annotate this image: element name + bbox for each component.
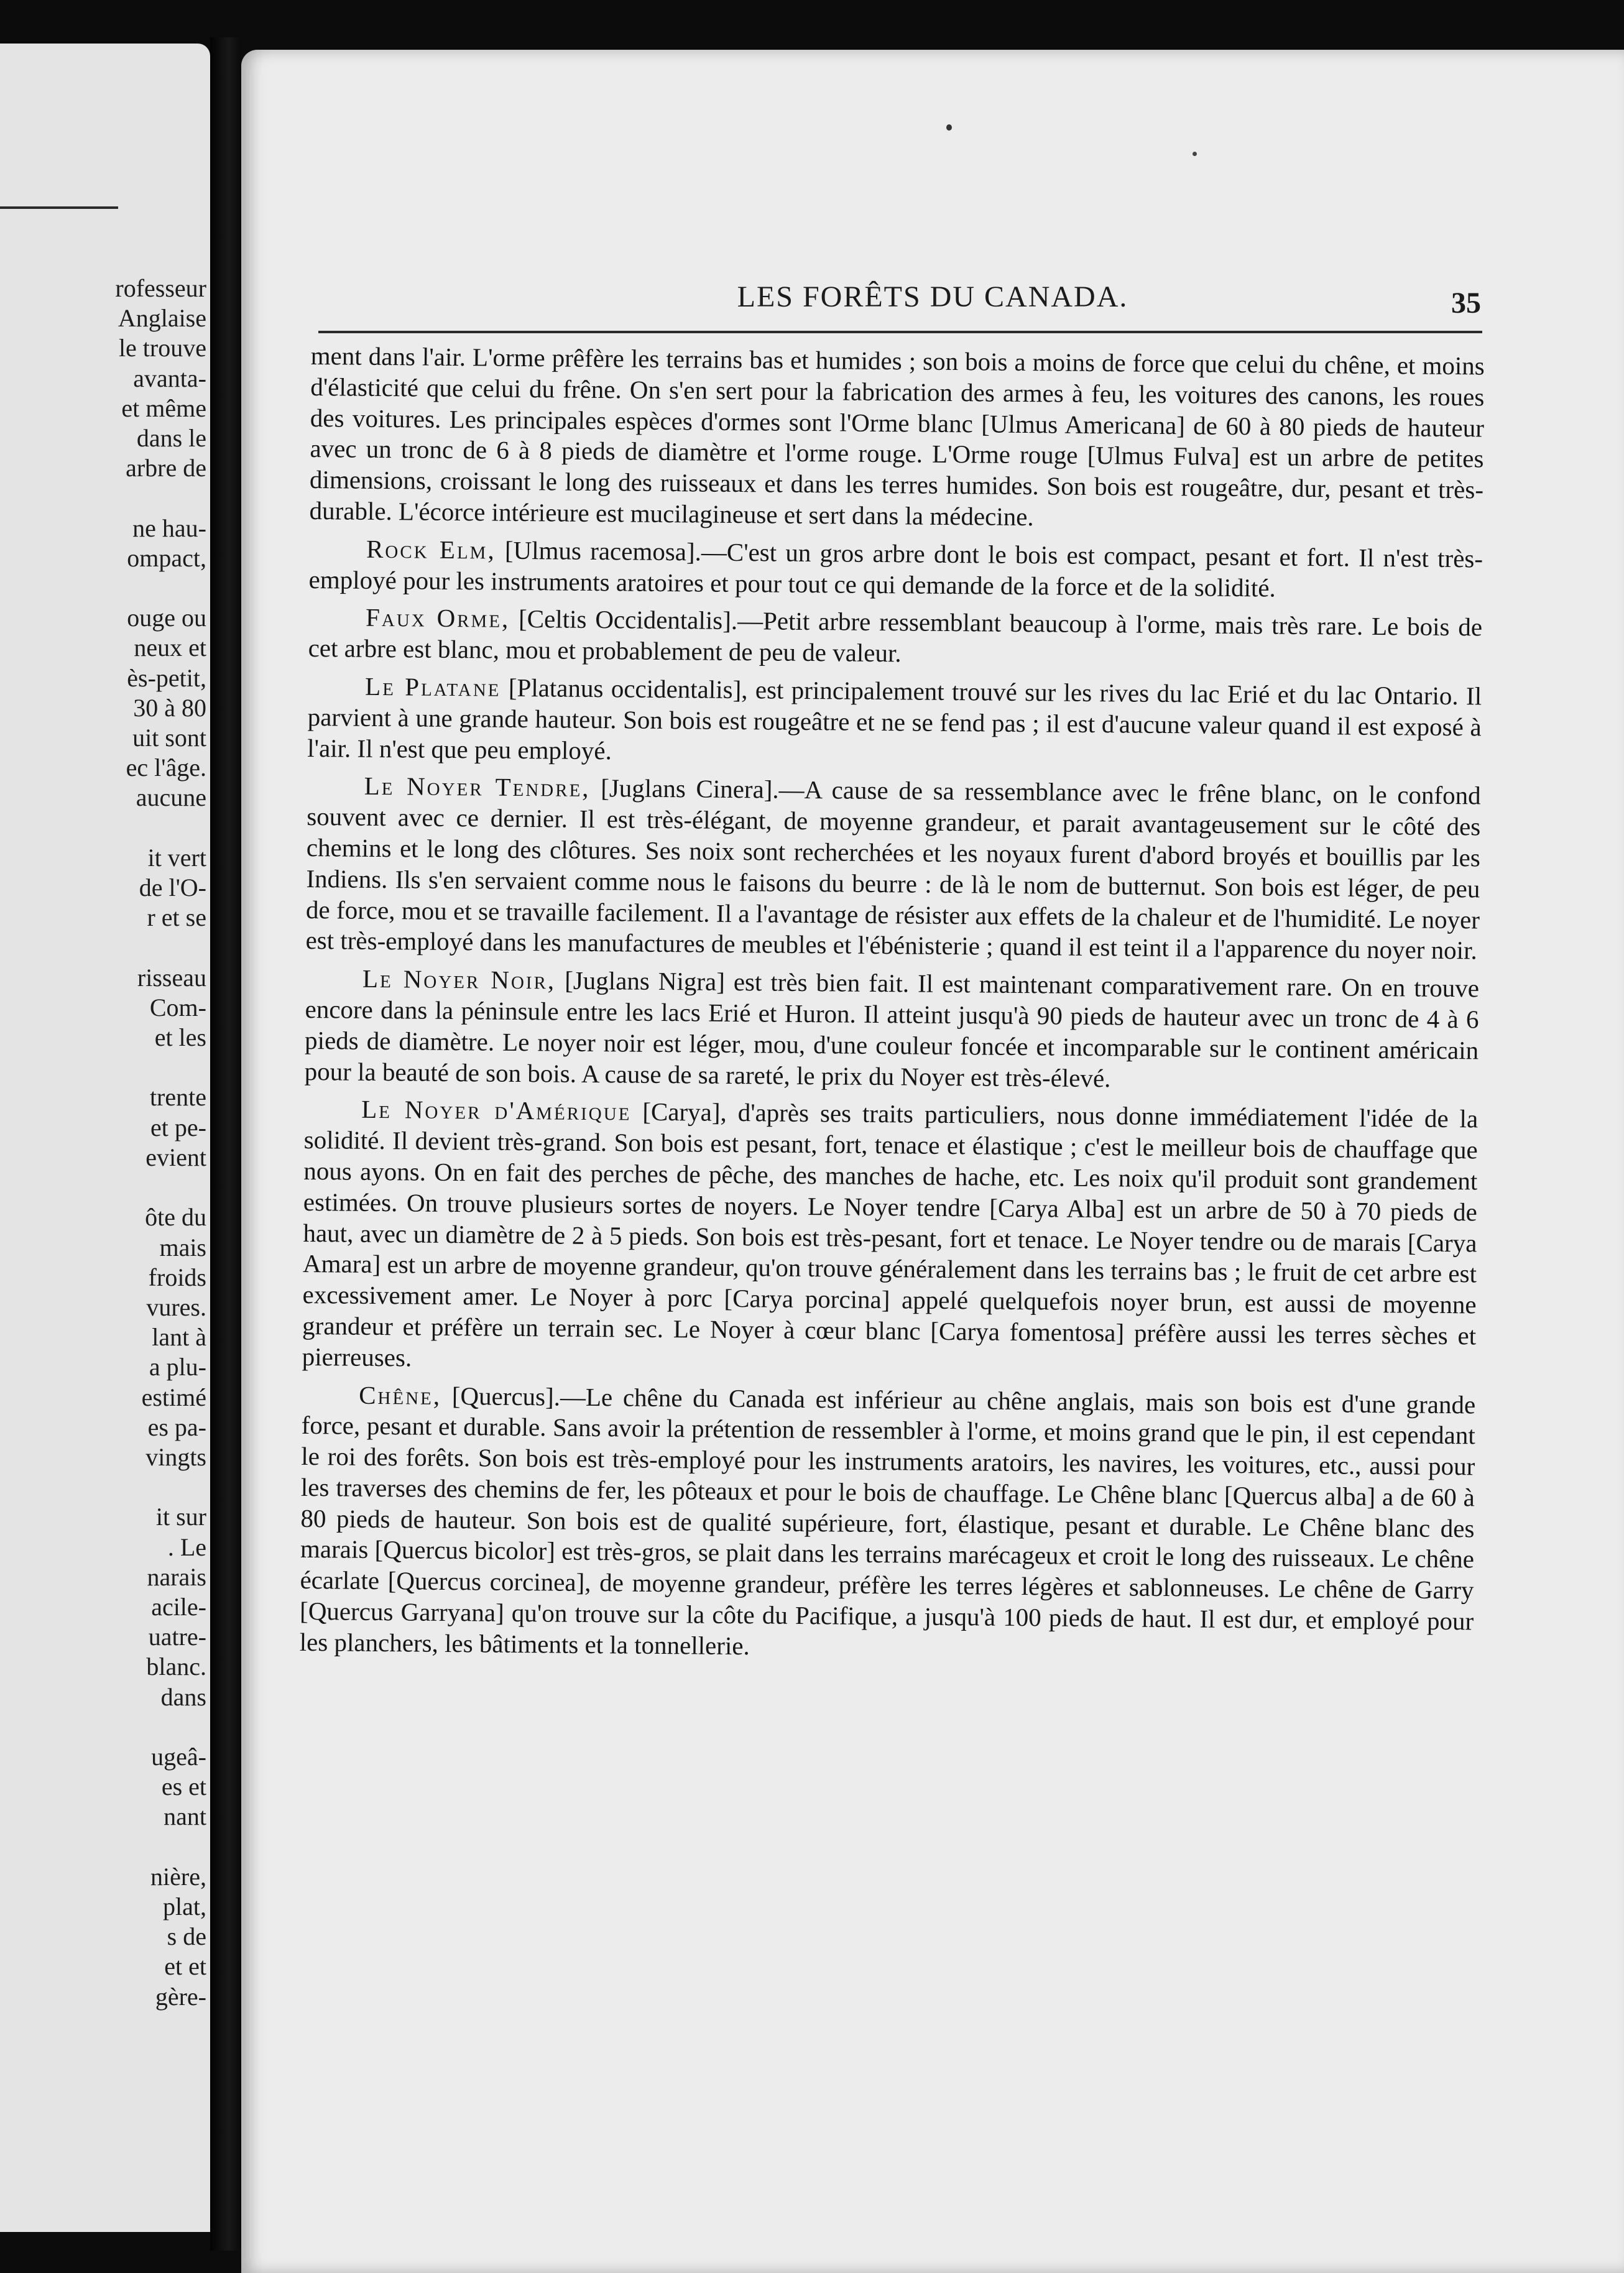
left-page-line: et même <box>121 394 206 422</box>
left-page-line: ugeâ- <box>151 1742 206 1771</box>
entry-heading: Le Platane <box>364 671 501 702</box>
paragraph-chene <box>300 1379 1476 1668</box>
left-page-rule <box>0 206 118 209</box>
left-page-line: et et <box>164 1952 206 1981</box>
left-page-line: trente <box>149 1083 206 1112</box>
left-page-line: aucune <box>136 783 206 812</box>
paper-speck <box>1193 152 1197 156</box>
paragraph-text: [Ulmus racemosa].—C'est un gros arbre dont le bois est compact, pesant et fort. Il n'est très-employé pour les instruments aratoires et pour tout ce qui demande de la force et de la solidité. <box>308 535 1483 602</box>
left-page-line: et les <box>154 1023 206 1052</box>
left-page-line: gère- <box>155 1982 206 2011</box>
left-page-line <box>1 573 206 603</box>
left-page-line: acile- <box>151 1592 206 1621</box>
paragraph-noyer-amerique <box>302 1094 1479 1383</box>
left-page-line: it sur <box>155 1503 206 1531</box>
left-page-line: ec l'âge. <box>126 754 206 782</box>
left-page-line <box>1 1053 206 1082</box>
paragraph-rock-elm <box>308 533 1483 606</box>
left-page-line <box>1 1712 206 1742</box>
left-page-line: nière, <box>150 1862 206 1891</box>
left-page-line <box>1 1173 206 1202</box>
left-page-line: neux et <box>134 634 206 662</box>
left-page-line: vingts <box>145 1442 206 1471</box>
entry-heading: Rock Elm, <box>366 534 496 565</box>
left-page-line: uatre- <box>148 1623 206 1651</box>
page-number: 35 <box>1451 287 1481 320</box>
left-page-line <box>1 933 206 962</box>
left-page-line: lant à <box>152 1323 206 1352</box>
entry-heading: Chêne, <box>359 1380 442 1410</box>
paragraph-platane <box>307 671 1482 774</box>
paragraph-noyer-tendre <box>305 770 1481 966</box>
left-page-line: Anglaise <box>118 304 206 333</box>
left-facing-page <box>0 44 210 2232</box>
left-page-line: ne hau- <box>132 514 206 542</box>
left-page-line: vures. <box>146 1293 206 1321</box>
paragraph-text: [Celtis Occidentalis].—Petit arbre ressemblant beaucoup à l'orme, mais très rare. Le bois de cet arbre est blanc, mou et probablement de peu de valeur. <box>308 604 1483 668</box>
left-page-line: plat, <box>163 1892 206 1920</box>
left-page-line: dans <box>160 1682 206 1711</box>
paragraph-noyer-noir <box>305 963 1480 1097</box>
paragraph-text: [Quercus].—Le chêne du Canada est inférieur au chêne anglais, mais son bois est d'une grande force, pesant et durable. Sans avoir la prétention de ressembler à l'orme, et moins grand que le pin, il est cependant le roi des forêts. Son bois est très-employé pour les instruments aratoirs, les navires, les voitures, etc., aussi pour les traverses des chemins de fer, les pôteaux et pour le bois de chauffage. Le Chêne blanc [Quercus alba] a de 60 à 80 pieds de hauteur. Son bois est de qualité supérieure, fort, élastique, pesant et durable. Le Chêne blanc des marais [Quercus bicolor] est très-gros, se plait dans les terrains marécageux et croit le long des ruisseaux. Le chêne écarlate [Quercus corcinea], de moyenne grandeur, préfère les terres légères et sablonneuses. Le chêne de Garry [Quercus Garryana] qu'on trouve sur la côte du Pacifique, a jusqu'à 100 pieds de haut. Il est dur, et employé pour les planchers, les bâtiments et la tonnellerie. <box>299 1381 1476 1661</box>
left-page-line: . Le <box>167 1533 206 1561</box>
left-page-line <box>1 483 206 513</box>
left-page-line <box>1 1832 206 1862</box>
paragraph-text: [Carya], d'après ses traits particuliers, nous donne immédiatement l'idée de la solidité. Il devient très-grand. Son bois est pesant, fort, tenace et élastique ; c'est le meilleur bois de chauffage que nous ayons. On en fait des perches de pêche, des manches de hache, etc. Les noix qu'il produit sont grandement estimées. On trouve plusieurs sortes de noyers. Le Noyer tendre [Carya Alba] est un arbre de 50 à 70 pieds de haut, avec un diamètre de 2 à 5 pieds. Son bois est très-pesant, fort et tenace. Le Noyer tendre ou de marais [Carya Amara] est un arbre de moyenne grandeur, qu'on trouve généralement dans les terrains bas ; le fruit de cet arbre est excessivement amer. Le Noyer à porc [Carya porcina] appelé quelquefois noyer brun, est aussi de moyenne grandeur et préfère un terrain sec. Le Noyer à cœur blanc [Carya fomentosa] préfère aussi les terres sèches et pierreuses. <box>302 1097 1479 1372</box>
left-page-line: Com- <box>149 993 206 1021</box>
left-page-line: ompact, <box>127 543 206 572</box>
left-page-line: froids <box>148 1263 206 1291</box>
paragraph-text: [Juglans Nigra] est très bien fait. Il est maintenant comparativement rare. On en trouve encore dans la péninsule entre les lacs Erié et Huron. Il atteint jusqu'à 90 pieds de hauteur avec un tronc de 4 à 6 pieds de diamètre. Le noyer noir est léger, mou, d'une couleur foncée et incomparable sur le continent américain pour la beauté de son bois. A cause de sa rareté, le prix du Noyer est très-élevé. <box>304 966 1480 1092</box>
left-page-line: 30 à 80 <box>133 693 206 722</box>
paragraph-text: ment dans l'air. L'orme prêfère les terrains bas et humides ; son bois a moins de force que celui du chêne, et moins d'élasticité que celui du frêne. On s'en sert pour la fabrication des armes à feu, les voitures des canons, les roues des voitures. Les principales espèces d'ormes sont l'Orme blanc [Ulmus Americana] de 60 à 80 pieds de hauteur avec un tronc de 6 à 8 pieds de diamètre et l'orme rouge. L'Orme rouge [Ulmus Fulva] est un arbre de petites dimensions, croissant le long des ruisseaux et dans les terres humides. Son bois est rougeâtre, dur, pesant et très-durable. L'écorce intérieure est mucilagineuse et sert dans la médecine. <box>309 341 1485 532</box>
left-page-line: uit sont <box>132 724 206 752</box>
left-page-line: evient <box>145 1143 206 1171</box>
left-page-line: avanta- <box>133 364 206 392</box>
main-page <box>241 50 1624 2273</box>
paragraph-text: [Juglans Cinera].—A cause de sa ressemblance avec le frêne blanc, on le confond souvent avec ce dernier. Il est très-élégant, de moyenne grandeur, et parait avantageusement sur le côté des chemins et le long des clôtures. Ses noix sont recherchées et les noyaux furent d'abord broyés et bouillis par les Indiens. Ils s'en servaient comme nous le faisons du beurre : de là le nom de butternut. Son bois est léger, de peu de force, mou et se travaille facilement. Il a l'avantage de résister aux effets de la chaleur et de l'humidité. Le noyer est très-employé dans les manufactures de meubles et l'ébénisterie ; quand il est teint il a l'apparence du noyer noir. <box>305 773 1481 965</box>
left-page-line: risseau <box>137 963 206 992</box>
body-text <box>299 341 1485 1675</box>
paragraph-faux-orme <box>308 602 1482 674</box>
left-page-line: ouge ou <box>127 604 206 632</box>
paper-speck <box>946 124 952 131</box>
left-page-line: mais <box>159 1233 206 1261</box>
left-page-line: dans le <box>136 424 206 453</box>
paragraph-orme <box>309 341 1485 537</box>
left-page-line: a plu- <box>149 1353 206 1381</box>
left-page-line: nant <box>164 1802 206 1831</box>
left-page-line: it vert <box>147 843 206 872</box>
left-page-line: rofesseur <box>115 274 206 302</box>
left-page-line <box>1 813 206 843</box>
left-page-line: estimé <box>141 1383 206 1411</box>
left-page-line: ès-petit, <box>127 663 206 692</box>
entry-heading: Faux Orme, <box>365 603 510 634</box>
left-page-line: le trouve <box>118 334 206 362</box>
left-page-line: blanc. <box>146 1653 206 1681</box>
left-page-line: r et se <box>147 903 206 932</box>
entry-heading: Le Noyer Noir, <box>362 964 556 995</box>
left-page-line: arbre de <box>126 454 206 482</box>
left-page-text <box>1 274 206 2012</box>
book-gutter <box>210 37 241 2251</box>
left-page-line: es pa- <box>147 1413 206 1441</box>
left-page-line: narais <box>147 1562 206 1591</box>
left-page-line: s de <box>167 1922 206 1951</box>
entry-heading: Le Noyer Tendre, <box>364 772 591 803</box>
left-page-line <box>1 1472 206 1502</box>
paragraph-text: [Platanus occidentalis], est principalement trouvé sur les rives du lac Erié et du lac Ontario. Il parvient à une grande hauteur. Son bois est rougeâtre et ne se fend pas ; il est d'aucune valeur quand il est exposé à l'air. Il n'est que peu employé. <box>307 673 1482 765</box>
left-page-line: de l'O- <box>139 874 206 902</box>
running-head: LES FORÊTS DU CANADA. <box>737 280 1128 313</box>
left-page-line: et pe- <box>150 1113 206 1141</box>
left-page-line: es et <box>161 1773 206 1801</box>
header-rule <box>318 331 1482 333</box>
left-page-line: ôte du <box>145 1203 206 1232</box>
entry-heading: Le Noyer d'Amérique <box>361 1095 632 1126</box>
